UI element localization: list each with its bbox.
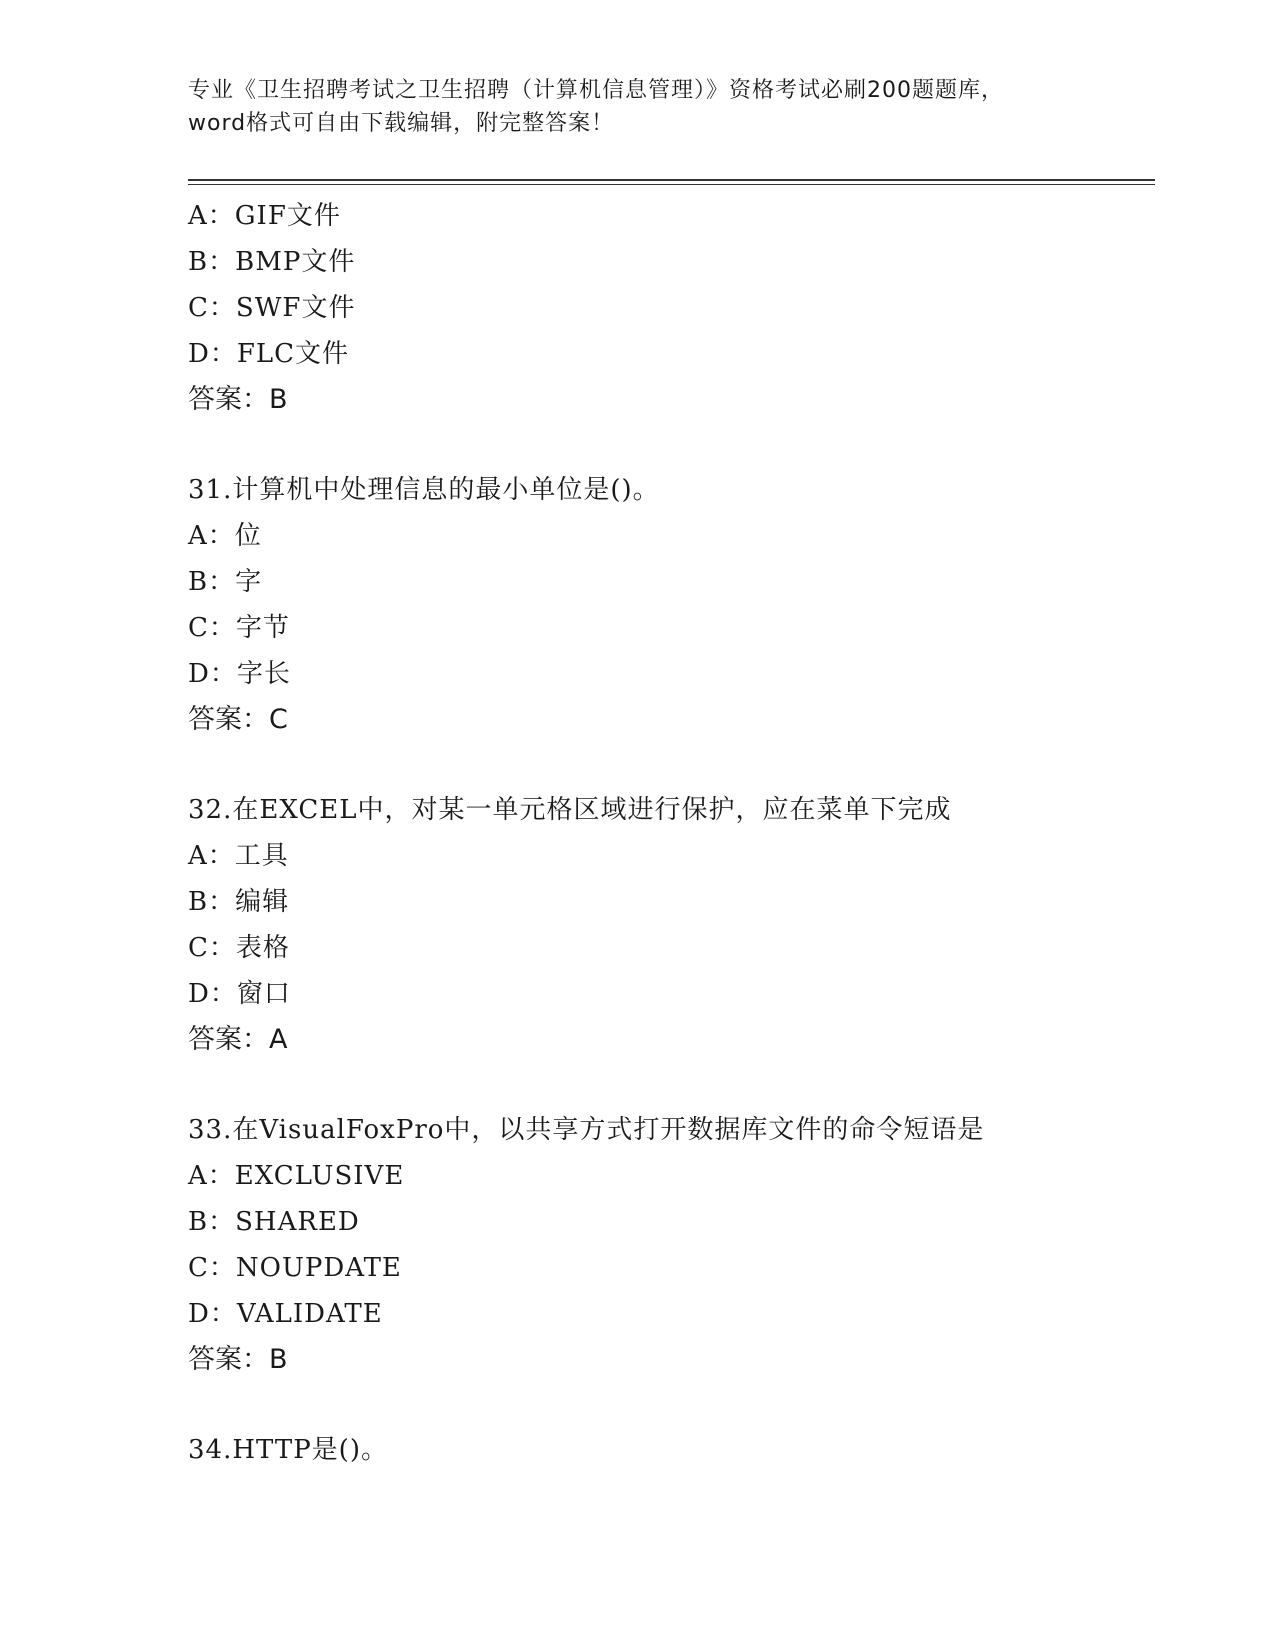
option-b: B：字: [188, 567, 263, 597]
question-text: 33.在VisualFoxPro中，以共享方式打开数据库文件的命令短语是: [188, 1115, 985, 1145]
question-block-32: [188, 787, 1148, 1063]
answer-line: 答案：B: [188, 384, 288, 415]
question-block-34: [188, 1427, 1148, 1473]
answer-line: 答案：B: [188, 1344, 288, 1375]
question-list: [188, 193, 1148, 1473]
header-divider-thick: [188, 179, 1155, 181]
option-a: A：EXCLUSIVE: [188, 1161, 405, 1191]
answer-line: 答案：C: [188, 704, 288, 735]
option-a: A：位: [188, 521, 262, 551]
option-c: C：表格: [188, 933, 290, 963]
option-d: D：VALIDATE: [188, 1299, 383, 1329]
option-a: A：GIF文件: [188, 201, 341, 231]
option-a: A：工具: [188, 841, 289, 871]
option-b: B：编辑: [188, 887, 290, 917]
question-text: 32.在EXCEL中，对某一单元格区域进行保护，应在菜单下完成: [188, 795, 952, 825]
header-title-line-2: word格式可自由下载编辑，附完整答案！: [188, 111, 615, 136]
question-text: 34.HTTP是()。: [188, 1435, 388, 1465]
header-title-line-1: 专业《卫生招聘考试之卫生招聘（计算机信息管理）》资格考试必刷200题题库，: [188, 78, 1004, 103]
option-c: C：NOUPDATE: [188, 1253, 402, 1283]
question-block-30: [188, 193, 1148, 423]
answer-line: 答案：A: [188, 1024, 288, 1055]
option-c: C：字节: [188, 613, 290, 643]
option-d: D：字长: [188, 659, 291, 689]
option-c: C：SWF文件: [188, 293, 356, 323]
option-d: D：FLC文件: [188, 339, 350, 369]
question-text: 31.计算机中处理信息的最小单位是()。: [188, 475, 660, 505]
option-b: B：BMP文件: [188, 247, 356, 277]
option-b: B：SHARED: [188, 1207, 360, 1237]
option-d: D：窗口: [188, 979, 291, 1009]
question-block-31: [188, 467, 1148, 743]
document-header: [188, 74, 1088, 140]
question-block-33: [188, 1107, 1148, 1383]
header-divider-thin: [188, 184, 1155, 185]
